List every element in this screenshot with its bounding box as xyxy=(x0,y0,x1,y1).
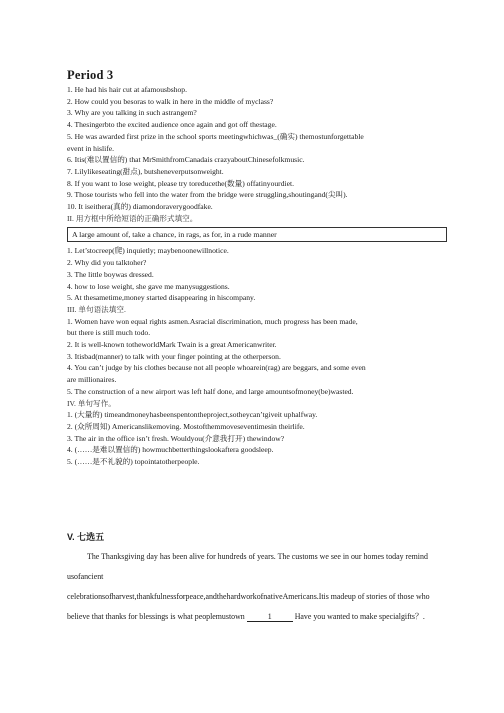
reading-passage xyxy=(67,547,439,627)
section-3-grammar xyxy=(67,304,447,398)
section-3-heading: III. 单句语法填空. xyxy=(67,304,126,314)
question-line: 5. At thesametime,money started disappearing in hiscompany. xyxy=(67,293,256,303)
question-line: 1. He had his hair cut at afamousbshop. xyxy=(67,85,187,94)
question-line: but there is still much todo. xyxy=(67,328,151,338)
question-line: 10. It iseithera(真的) diamondoraverygoodfake. xyxy=(67,202,213,212)
question-line: 4. (……是难以置信的) howmuchbetterthingslookaftera goodsleep. xyxy=(67,445,274,455)
question-line: event in hislife. xyxy=(67,143,115,153)
page-title: Period 3 xyxy=(67,68,114,82)
question-line: 1. Women have won equal rights asmen.Asracial discrimination, much progress has been made, xyxy=(67,316,358,326)
question-line: 3. The air in the office isn’t fresh. Wouldyou(介意我打开) thewindow? xyxy=(67,433,285,443)
passage-text: celebrationsofharvest,thankfulnessforpeace,andthehardworkofnativeAmericans.Itis madeup of stories of those who believe that thanks for blessings is what peoplemustown xyxy=(67,592,430,621)
question-line: 3. Itisbad(manner) to talk with your finger pointing at the otherperson. xyxy=(67,351,281,361)
question-line: 2. How could you besoras to walk in here in the middle of myclass? xyxy=(67,96,274,106)
question-line: 6. Itis(难以置信的) that MrSmithfromCanadais crazyaboutChinesefolkmusic. xyxy=(67,155,305,165)
question-line: 5. The construction of a new airport was left half done, and large amountsofmoney(be)wasted. xyxy=(67,386,354,396)
question-line: 9. Those tourists who fell into the water from the bridge were struggling,shoutingand(尖叫). xyxy=(67,190,348,200)
question-line: 1. (大量的) timeandmoneyhasbeenspentontheproject,sotheycan’tgiveit uphalfway. xyxy=(67,410,318,420)
section-1-vocabulary xyxy=(67,84,447,213)
question-line: 3. The little boywas dressed. xyxy=(67,269,154,279)
answer-blank-1[interactable]: 1 xyxy=(247,612,293,622)
question-line: 7. Lilylikeseating(甜点), butsheneverputsonweight. xyxy=(67,166,224,176)
question-line: 2. Why did you talktoher? xyxy=(67,258,147,268)
section-4-writing xyxy=(67,398,447,468)
question-line: 5. (……是不礼貌的) topointatotherpeople. xyxy=(67,457,200,467)
question-line: 1. Let’stocreep(爬) inquietly; maybenoonewillnotice. xyxy=(67,246,229,256)
question-line: 5. He was awarded first prize in the school sports meetingwhichwas_(确实) themostunforgettable xyxy=(67,131,364,141)
question-line: 2. (众所周知) Americanslikemoving. Mostofthemmoveseventimesin theirlife. xyxy=(67,421,305,431)
question-line: 2. It is well-known totheworldMark Twain is a great Americanwriter. xyxy=(67,340,277,350)
section-2-heading: II. 用方框中所给短语的正确形式填空。 xyxy=(67,213,198,223)
exercise-content xyxy=(67,84,447,468)
section-5-heading: V. 七选五 xyxy=(67,532,105,542)
section-4-heading: IV. 单句写作。 xyxy=(67,398,116,408)
question-line: 4. Thesingerbto the excited audience once again and got off thestage. xyxy=(67,120,277,130)
question-line: are millionaires. xyxy=(67,375,117,385)
section-2-phrases xyxy=(67,213,447,304)
question-line: 4. how to lose weight, she gave me manysuggestions. xyxy=(67,281,230,291)
passage-paragraph-1: The Thanksgiving day has been alive for hundreds of years. The customs we see in our homes today remind usofancient xyxy=(67,552,428,581)
phrase-box: A large amount of, take a chance, in rags, as for, in a rude manner xyxy=(67,227,447,242)
question-line: 8. If you want to lose weight, please try toreducethe(数量) offatinyourdiet. xyxy=(67,178,294,188)
question-line: 4. You can’t judge by his clothes because not all people whoarein(rag) are beggars, and some even xyxy=(67,363,366,373)
passage-paragraph-2 xyxy=(67,587,439,627)
question-line: 3. Why are you talking in such astrangem? xyxy=(67,108,197,118)
passage-text: Have you wanted to make specialgifts？. xyxy=(294,612,425,621)
